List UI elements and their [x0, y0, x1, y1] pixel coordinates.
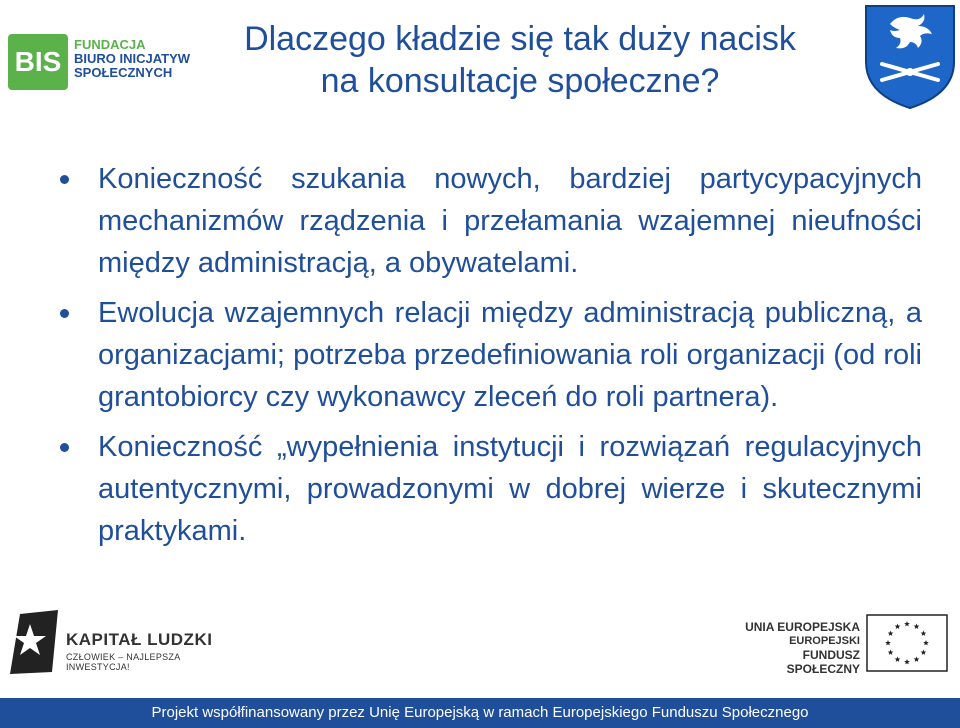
bullet-dot-icon	[60, 309, 69, 318]
eu-logo-text	[736, 620, 860, 676]
footer-bar	[0, 698, 960, 728]
bullet-item	[60, 426, 922, 552]
bis-logo-mark: BIS	[8, 34, 68, 90]
kapital-ludzki-logo	[8, 608, 238, 678]
kapital-ludzki-name: KAPITAŁ LUDZKI	[66, 630, 213, 649]
bullet-item	[60, 292, 922, 418]
bullet-text: Konieczność „wypełnienia instytucji i rozwiązań regulacyjnych autentycznymi, prowadzonymi w dobrej wierze i skutecznymi praktykami.	[98, 431, 922, 547]
bullet-dot-icon	[60, 175, 69, 184]
bis-foundation-logo	[8, 30, 223, 94]
kapital-ludzki-star-icon	[8, 608, 60, 676]
coat-of-arms-icon	[862, 2, 958, 110]
bis-logo-line-1: FUNDACJA	[74, 37, 146, 52]
eu-social-fund-logo	[736, 612, 952, 676]
bullet-list	[60, 158, 922, 560]
eu-logo-line-2: EUROPEJSKI	[789, 635, 860, 647]
kapital-ludzki-tagline: CZŁOWIEK – NAJLEPSZA INWESTYCJA!	[66, 652, 181, 672]
bullet-text: Konieczność szukania nowych, bardziej partycypacyjnych mechanizmów rządzenia i przełamania wzajemnej nieufności między administracją, a obywatelami.	[98, 163, 922, 279]
bullet-dot-icon	[60, 443, 69, 452]
bullet-text: Ewolucja wzajemnych relacji między administracją publiczną, a organizacjami; potrzeba przedefiniowania roli organizacji (od roli grantobiorcy czy wykonawcy zleceń do roli partnera).	[98, 297, 922, 413]
eu-flag-icon	[866, 614, 948, 672]
bis-logo-line-2: BIURO INICJATYW	[74, 51, 191, 66]
slide-title-line-2: na konsultacje społeczne?	[320, 62, 720, 100]
eu-logo-line-1: UNIA EUROPEJSKA	[745, 620, 860, 634]
footer-text: Projekt współfinansowany przez Unię Europejską w ramach Europejskiego Funduszu Społecznego	[151, 704, 809, 721]
bis-logo-text	[74, 38, 190, 80]
bullet-item	[60, 158, 922, 284]
bis-logo-line-3: SPOŁECZNYCH	[74, 65, 173, 80]
slide-title	[200, 18, 840, 102]
eu-logo-line-3: FUNDUSZ SPOŁECZNY	[786, 648, 860, 676]
slide-title-line-1: Dlaczego kładzie się tak duży nacisk	[244, 20, 796, 58]
